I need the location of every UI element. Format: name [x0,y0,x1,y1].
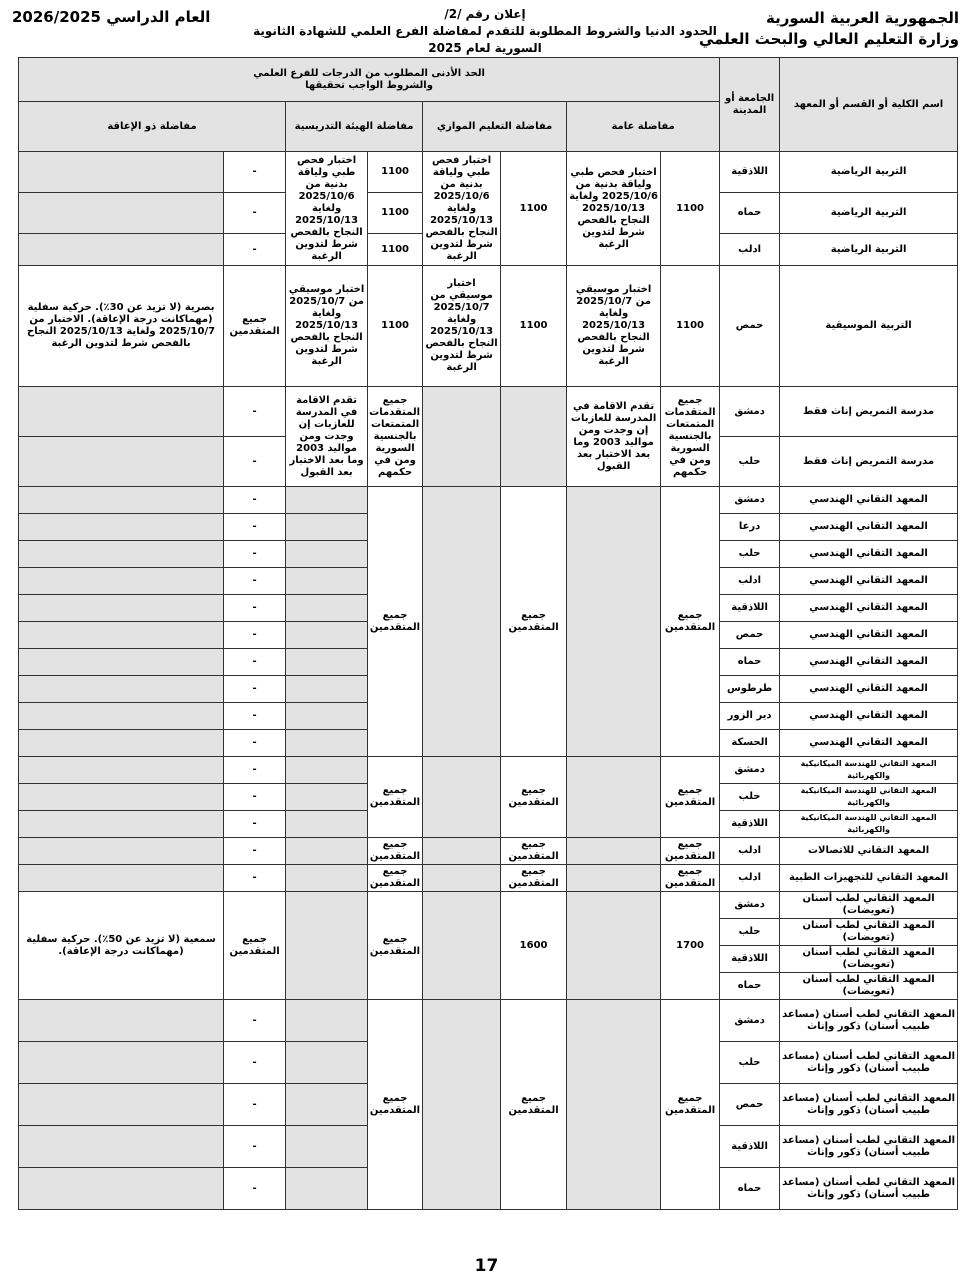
faculty-condition [286,892,368,1000]
general-condition [567,1000,661,1210]
faculty-condition [286,784,368,811]
faculty-condition [286,757,368,784]
row-name: المعهد التقاني لطب أسنان (مساعد طبيب أسنان) ذكور وإناث [780,1042,958,1084]
row-name: المعهد التقاني لطب أسنان (مساعد طبيب أسنان) ذكور وإناث [780,1168,958,1210]
disability-score: - [224,568,286,595]
general-score: 1100 [661,266,720,387]
row-name: المعهد التقاني للهندسة الميكانيكية والكهربائية [780,811,958,838]
row-name: المعهد التقاني الهندسي [780,622,958,649]
faculty-condition: اختبار موسيقي من 2025/10/7 ولغاية 2025/10/13 النجاح بالفحص شرط لتدوين الرغبة [286,266,368,387]
header-right [699,8,959,50]
disability-condition [19,811,224,838]
disability-condition [19,865,224,892]
disability-score: - [224,152,286,193]
parallel-score: جميع المتقدمين [501,487,567,757]
disability-score: - [224,541,286,568]
disability-score: - [224,811,286,838]
disability-condition [19,1126,224,1168]
row-name: المعهد التقاني لطب أسنان (مساعد طبيب أسنان) ذكور وإناث [780,1084,958,1126]
general-condition [567,487,661,757]
disability-score: - [224,622,286,649]
faculty-condition [286,703,368,730]
row-city: حلب [720,919,780,946]
disability-score: - [224,784,286,811]
header-middle [240,6,730,57]
parallel-condition [423,487,501,757]
faculty-condition [286,1000,368,1042]
general-score: جميع المتقدمين [661,487,720,757]
row-city: دير الزور [720,703,780,730]
general-condition: اختبار موسيقي من 2025/10/7 ولغاية 2025/10/13 النجاح بالفحص شرط لتدوين الرغبة [567,266,661,387]
disability-condition: بصرية (لا تزيد عن 30٪). حركية سفلية (مهماكانت درجة الإعاقة). الاختبار من 2025/10/7 ولغاية 2025/10/13 النجاح بالفحص شرط لتدوين الرغبة [19,266,224,387]
disability-score: - [224,193,286,234]
disability-condition [19,622,224,649]
row-name: المعهد التقاني الهندسي [780,676,958,703]
disability-score: - [224,757,286,784]
disability-condition [19,193,224,234]
parallel-score: 1100 [501,266,567,387]
row-name: المعهد التقاني الهندسي [780,541,958,568]
row-city: حماه [720,193,780,234]
row-name: المعهد التقاني لطب أسنان (تعويضات) [780,946,958,973]
faculty-condition [286,595,368,622]
disability-score: - [224,437,286,487]
parallel-score: 1100 [501,152,567,266]
disability-score: جميع المتقدمين [224,892,286,1000]
parallel-condition [423,865,501,892]
faculty-condition [286,622,368,649]
republic-title: الجمهورية العربية السورية [766,9,959,27]
header-disability: مفاضلة ذو الإعاقة [19,102,286,152]
parallel-condition [423,1000,501,1210]
general-score: جميع المتقدمين [661,838,720,865]
general-condition [567,892,661,1000]
disability-condition [19,1168,224,1210]
row-city: دمشق [720,387,780,437]
row-city: حمص [720,266,780,387]
disability-condition [19,387,224,437]
row-city: حلب [720,1042,780,1084]
row-name: التربية الرياضية [780,234,958,266]
disability-condition [19,437,224,487]
parallel-condition: اختبار موسيقي من 2025/10/7 ولغاية 2025/10/13 النجاح بالفحص شرط لتدوين الرغبة [423,266,501,387]
faculty-score: جميع المتقدمين [368,487,423,757]
row-city: درعا [720,514,780,541]
row-city: حلب [720,541,780,568]
faculty-condition [286,1084,368,1126]
row-name: التربية الرياضية [780,193,958,234]
parallel-score: جميع المتقدمين [501,1000,567,1210]
general-condition [567,838,661,865]
disability-condition [19,514,224,541]
row-city: حلب [720,437,780,487]
row-city: اللاذقية [720,1126,780,1168]
row-name: التربية الرياضية [780,152,958,193]
academic-year: العام الدراسي 2026/2025 [12,8,211,26]
row-city: اللاذقية [720,595,780,622]
faculty-condition [286,541,368,568]
parallel-condition: اختبار فحص طبي ولياقة بدنية من 2025/10/6 ولغاية 2025/10/13 النجاح بالفحص شرط لتدوين الرغبة [423,152,501,266]
row-name: المعهد التقاني الهندسي [780,514,958,541]
row-name: المعهد التقاني الهندسي [780,703,958,730]
disability-score: جميع المتقدمين [224,266,286,387]
row-city: طرطوس [720,676,780,703]
faculty-condition [286,1168,368,1210]
header-parallel: مفاضلة التعليم الموازي [423,102,567,152]
disability-score: - [224,1084,286,1126]
disability-score: - [224,595,286,622]
general-condition [567,865,661,892]
general-score: جميع المتقدمات المتمتعات بالجنسية السورية ومن في حكمهم [661,387,720,487]
document-subtitle: الحدود الدنيا والشروط المطلوبة للتقدم لمفاضلة الفرع العلمي للشهادة الثانوية السورية لعام 2025 [253,24,717,55]
row-name: المعهد التقاني الهندسي [780,730,958,757]
row-city: حمص [720,1084,780,1126]
faculty-score: 1100 [368,152,423,193]
row-name: المعهد التقاني الهندسي [780,487,958,514]
disability-condition [19,152,224,193]
faculty-condition [286,1042,368,1084]
admission-table [18,57,958,1210]
faculty-score: جميع المتقدمين [368,865,423,892]
row-city: دمشق [720,757,780,784]
disability-score: - [224,487,286,514]
faculty-condition [286,514,368,541]
faculty-score: جميع المتقدمين [368,838,423,865]
row-city: حمص [720,622,780,649]
faculty-condition [286,649,368,676]
header-faculty: مفاضلة الهيئة التدريسية [286,102,423,152]
disability-score: - [224,703,286,730]
general-score: 1700 [661,892,720,1000]
row-city: ادلب [720,838,780,865]
row-city: حماه [720,649,780,676]
row-name: المعهد التقاني لطب أسنان (مساعد طبيب أسنان) ذكور وإناث [780,1000,958,1042]
row-city: دمشق [720,1000,780,1042]
row-name: المعهد التقاني لطب أسنان (تعويضات) [780,919,958,946]
faculty-score: جميع المتقدمين [368,892,423,1000]
disability-condition [19,1000,224,1042]
faculty-condition [286,730,368,757]
row-city: دمشق [720,892,780,919]
parallel-condition [423,892,501,1000]
row-city: حلب [720,784,780,811]
row-city: اللاذقية [720,811,780,838]
disability-condition [19,568,224,595]
row-name: التربية الموسيقية [780,266,958,387]
parallel-condition [423,757,501,838]
header-general: مفاضلة عامة [567,102,720,152]
row-city: ادلب [720,865,780,892]
parallel-score: جميع المتقدمين [501,838,567,865]
disability-condition [19,676,224,703]
disability-condition [19,487,224,514]
faculty-condition [286,838,368,865]
disability-condition [19,649,224,676]
general-score: 1100 [661,152,720,266]
disability-score: - [224,865,286,892]
disability-score: - [224,838,286,865]
row-city: اللاذقية [720,152,780,193]
general-condition [567,757,661,838]
faculty-condition [286,676,368,703]
row-name: المعهد التقاني الهندسي [780,595,958,622]
ministry-title: وزارة التعليم العالي والبحث العلمي [698,30,959,48]
faculty-condition [286,1126,368,1168]
faculty-condition [286,811,368,838]
page-number: 17 [474,1256,499,1276]
row-name: المعهد التقاني لطب أسنان (تعويضات) [780,892,958,919]
disability-condition [19,757,224,784]
row-city: ادلب [720,568,780,595]
row-name: المعهد التقاني الهندسي [780,568,958,595]
announcement-number: إعلان رقم /2/ [444,7,526,21]
faculty-condition: اختبار فحص طبي ولياقة بدنية من 2025/10/6 ولغاية 2025/10/13 النجاح بالفحص شرط لتدوين الرغبة [286,152,368,266]
row-name: المعهد التقاني للتجهيزات الطبية [780,865,958,892]
general-condition: اختبار فحص طبي ولياقة بدنية من 2025/10/6 ولغاية 2025/10/13 النجاح بالفحص شرط لتدوين الرغبة [567,152,661,266]
row-name: المعهد التقاني للاتصالات [780,838,958,865]
row-name: المعهد التقاني لطب أسنان (تعويضات) [780,973,958,1000]
disability-condition [19,730,224,757]
disability-condition [19,234,224,266]
disability-condition [19,1042,224,1084]
disability-condition: سمعية (لا تزيد عن 50٪). حركية سفلية (مهماكانت درجة الإعاقة). [19,892,224,1000]
faculty-score: 1100 [368,266,423,387]
row-name: مدرسة التمريض إناث فقط [780,387,958,437]
faculty-score: جميع المتقدمين [368,1000,423,1210]
disability-score: - [224,649,286,676]
header-min-scores: الحد الأدنى المطلوب من الدرجات للفرع العلمي والشروط الواجب تحقيقها [19,58,720,102]
parallel-condition [423,838,501,865]
disability-score: - [224,1042,286,1084]
row-city: دمشق [720,487,780,514]
header-name-col: اسم الكلية أو القسم أو المعهد [780,58,958,152]
parallel-score: 1600 [501,892,567,1000]
disability-score: - [224,1168,286,1210]
disability-condition [19,703,224,730]
disability-condition [19,595,224,622]
faculty-score: جميع المتقدمين [368,757,423,838]
faculty-score: 1100 [368,193,423,234]
general-score: جميع المتقدمين [661,865,720,892]
parallel-score [501,387,567,487]
faculty-score: 1100 [368,234,423,266]
parallel-score: جميع المتقدمين [501,865,567,892]
disability-condition [19,1084,224,1126]
general-condition: تقدم الاقامة في المدرسة للعازبات إن وجدت ومن مواليد 2003 وما بعد الاختبار بعد القبول [567,387,661,487]
row-name: المعهد التقاني للهندسة الميكانيكية والكهربائية [780,757,958,784]
header-univ-col: الجامعة أو المدينة [720,58,780,152]
parallel-score: جميع المتقدمين [501,757,567,838]
faculty-score: جميع المتقدمات المتمتعات بالجنسية السورية ومن في حكمهم [368,387,423,487]
parallel-condition [423,387,501,487]
row-name: مدرسة التمريض إناث فقط [780,437,958,487]
disability-score: - [224,676,286,703]
disability-condition [19,784,224,811]
faculty-condition: تقدم الاقامة في المدرسة للعازبات إن وجدت ومن مواليد 2003 وما بعد الاختبار بعد القبول [286,387,368,487]
faculty-condition [286,487,368,514]
general-score: جميع المتقدمين [661,1000,720,1210]
disability-score: - [224,1000,286,1042]
disability-condition [19,541,224,568]
disability-score: - [224,730,286,757]
disability-score: - [224,514,286,541]
faculty-condition [286,865,368,892]
disability-score: - [224,1126,286,1168]
row-name: المعهد التقاني الهندسي [780,649,958,676]
row-name: المعهد التقاني لطب أسنان (مساعد طبيب أسنان) ذكور وإناث [780,1126,958,1168]
row-city: الحسكة [720,730,780,757]
general-score: جميع المتقدمين [661,757,720,838]
row-city: حماه [720,1168,780,1210]
row-city: اللاذقية [720,946,780,973]
disability-score: - [224,234,286,266]
disability-condition [19,838,224,865]
disability-score: - [224,387,286,437]
row-city: حماه [720,973,780,1000]
row-name: المعهد التقاني للهندسة الميكانيكية والكهربائية [780,784,958,811]
faculty-condition [286,568,368,595]
row-city: ادلب [720,234,780,266]
